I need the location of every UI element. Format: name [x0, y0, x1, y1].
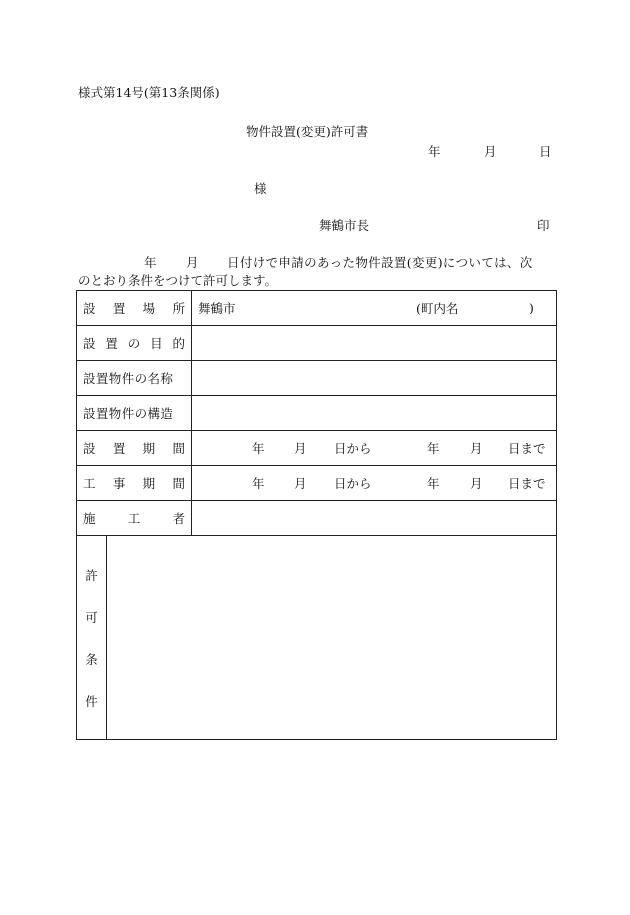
label-structure-text: 設置物件の構造 [83, 406, 174, 421]
value-period[interactable] [192, 431, 557, 466]
value-name[interactable] [192, 361, 557, 396]
label-char: 許 [85, 567, 98, 583]
work-end-day: 日まで [508, 476, 546, 491]
period-end-month: 月 [470, 441, 483, 456]
period-end-day: 日まで [508, 441, 546, 456]
label-period [77, 431, 192, 466]
label-char: 置 [105, 336, 118, 351]
period-start-day: 日から [334, 441, 372, 456]
label-name-text: 設置物件の名称 [83, 371, 174, 386]
seal-mark: 印 [537, 218, 550, 233]
date-month: 月 [484, 144, 497, 159]
period-start-month: 月 [294, 441, 307, 456]
label-char: 所 [172, 301, 185, 316]
period-end-year: 年 [427, 441, 440, 456]
row-work-period [77, 466, 557, 501]
row-period [77, 431, 557, 466]
row-name [77, 361, 557, 396]
label-char: 間 [172, 441, 185, 456]
label-contractor [77, 501, 192, 536]
label-char: 者 [172, 511, 185, 526]
period-start-year: 年 [252, 441, 265, 456]
location-town-open: (町内名 [416, 301, 459, 316]
work-start-year: 年 [252, 476, 265, 491]
label-conditions [77, 536, 107, 740]
label-char: の [127, 336, 141, 351]
label-char: 期 [142, 441, 156, 456]
date-day: 日 [539, 144, 552, 159]
row-conditions [77, 536, 557, 740]
value-conditions[interactable] [107, 536, 557, 740]
value-location[interactable] [192, 291, 557, 326]
label-char: 設 [83, 441, 96, 456]
document-title: 物件設置(変更)許可書 [246, 124, 369, 139]
work-end-year: 年 [427, 476, 440, 491]
permit-form-table [76, 290, 557, 740]
row-location [77, 291, 557, 326]
label-char: 工 [83, 476, 96, 491]
label-char: 条 [85, 651, 98, 667]
location-city: 舞鶴市 [198, 301, 236, 316]
date-year: 年 [428, 144, 441, 159]
work-start-month: 月 [294, 476, 307, 491]
location-town-close: ) [529, 300, 534, 316]
addressee-suffix: 様 [254, 181, 267, 196]
label-char: 設 [83, 336, 96, 351]
label-structure [77, 396, 192, 431]
value-structure[interactable] [192, 396, 557, 431]
value-contractor[interactable] [192, 501, 557, 536]
label-char: 可 [85, 609, 98, 625]
intro-month: 月 [186, 255, 199, 270]
label-purpose [77, 326, 192, 361]
label-char: 工 [127, 511, 141, 526]
label-char: 設 [83, 301, 96, 316]
issuer-name: 舞鶴市長 [319, 218, 370, 233]
label-work-period [77, 466, 192, 501]
intro-year: 年 [144, 255, 157, 270]
work-start-day: 日から [334, 476, 372, 491]
label-location [77, 291, 192, 326]
label-char: 置 [112, 301, 126, 316]
label-char: 目 [150, 336, 163, 351]
label-char: 間 [172, 476, 185, 491]
work-end-month: 月 [470, 476, 483, 491]
label-char: 場 [142, 301, 156, 316]
label-char: 的 [172, 336, 185, 351]
label-name [77, 361, 192, 396]
row-purpose [77, 326, 557, 361]
label-char: 事 [112, 476, 126, 491]
row-contractor [77, 501, 557, 536]
label-char: 置 [112, 441, 126, 456]
value-work-period[interactable] [192, 466, 557, 501]
value-purpose[interactable] [192, 326, 557, 361]
intro-line1-text: 日付けで申請のあった物件設置(変更)については、次 [227, 255, 533, 270]
label-char: 施 [83, 511, 96, 526]
intro-line2-text: のとおり条件をつけて許可します。 [78, 273, 278, 288]
row-structure [77, 396, 557, 431]
form-number: 様式第14号(第13条関係) [78, 85, 220, 100]
label-char: 期 [142, 476, 156, 491]
label-char: 件 [85, 693, 98, 709]
